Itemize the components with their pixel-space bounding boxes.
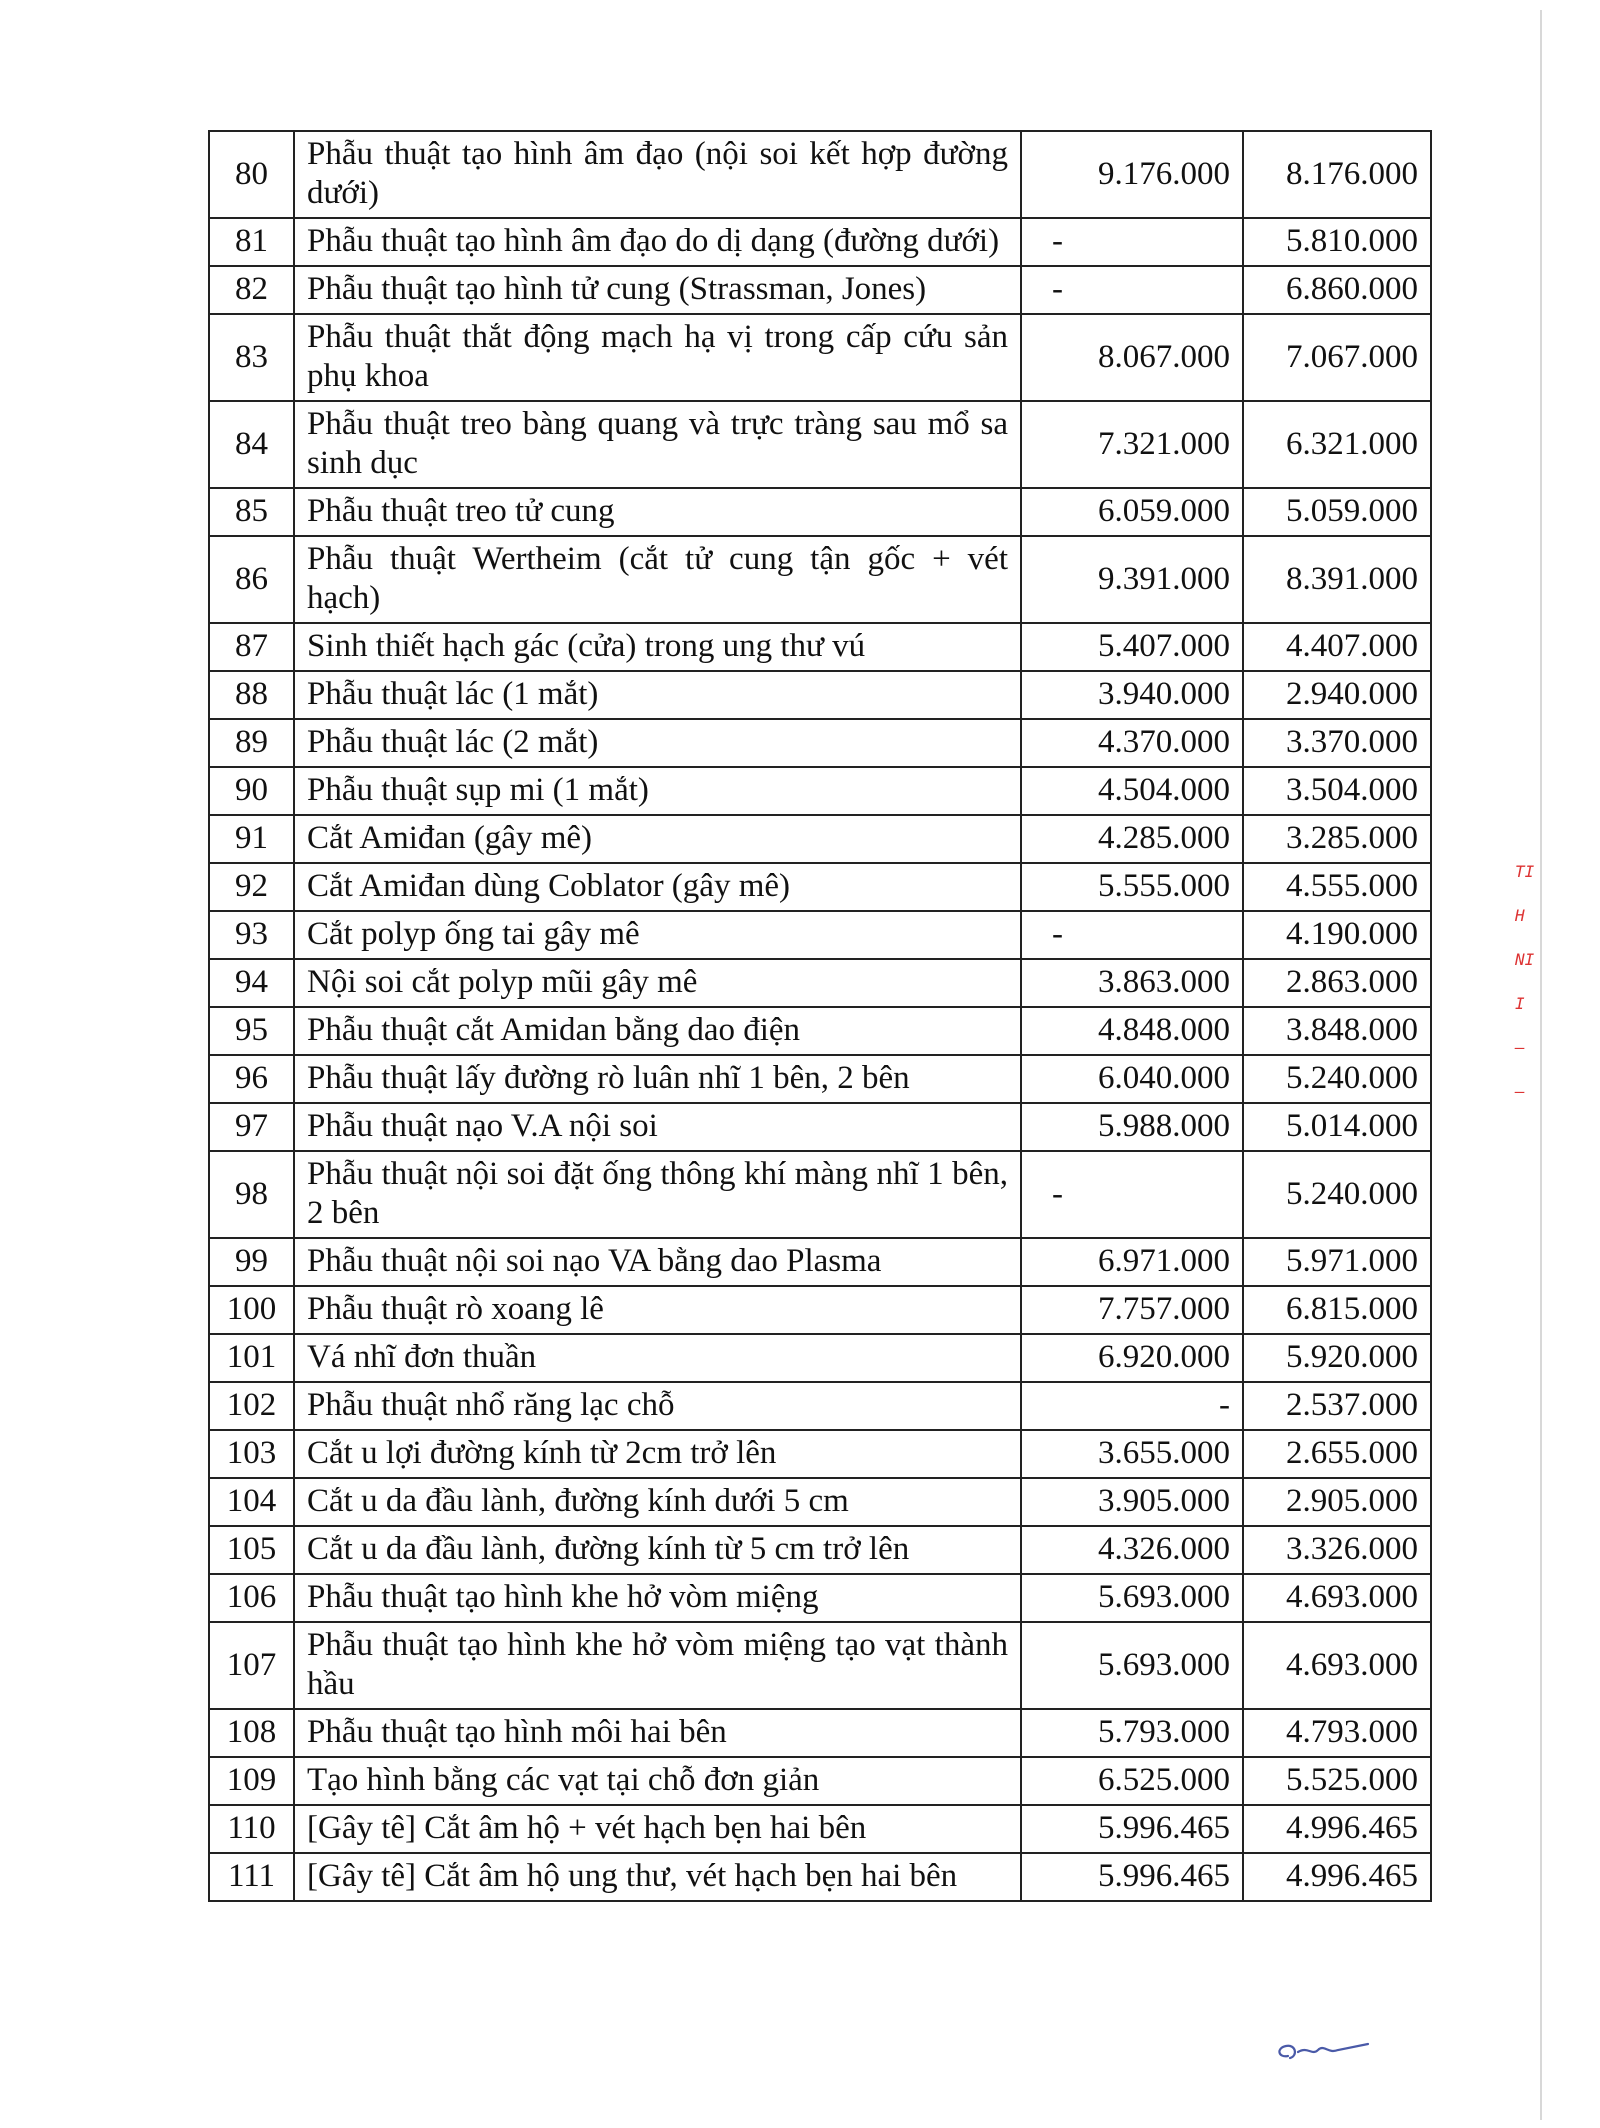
price-column-1: 4.848.000 bbox=[1021, 1007, 1243, 1055]
row-number: 95 bbox=[209, 1007, 294, 1055]
row-number: 89 bbox=[209, 719, 294, 767]
procedure-name: Phẫu thuật nạo V.A nội soi bbox=[294, 1103, 1021, 1151]
procedure-name: Cắt Amiđan (gây mê) bbox=[294, 815, 1021, 863]
procedure-name: [Gây tê] Cắt âm hộ ung thư, vét hạch bẹn hai bên bbox=[294, 1853, 1021, 1901]
procedure-name: Phẫu thuật nhổ răng lạc chỗ bbox=[294, 1382, 1021, 1430]
price-column-1: 3.863.000 bbox=[1021, 959, 1243, 1007]
row-number: 88 bbox=[209, 671, 294, 719]
table-row bbox=[209, 767, 1431, 815]
procedure-name: Phẫu thuật tạo hình khe hở vòm miệng bbox=[294, 1574, 1021, 1622]
table-row bbox=[209, 536, 1431, 623]
price-column-2: 2.655.000 bbox=[1243, 1430, 1431, 1478]
table-row bbox=[209, 815, 1431, 863]
price-column-2: 4.190.000 bbox=[1243, 911, 1431, 959]
price-column-2: 5.525.000 bbox=[1243, 1757, 1431, 1805]
procedure-name: Phẫu thuật treo bàng quang và trực tràng sau mổ sa sinh dục bbox=[294, 401, 1021, 488]
row-number: 101 bbox=[209, 1334, 294, 1382]
price-column-1: 3.655.000 bbox=[1021, 1430, 1243, 1478]
table-row bbox=[209, 1334, 1431, 1382]
table-row bbox=[209, 218, 1431, 266]
procedure-name: Phẫu thuật tạo hình tử cung (Strassman, Jones) bbox=[294, 266, 1021, 314]
price-column-2: 4.996.465 bbox=[1243, 1853, 1431, 1901]
price-column-1: 9.391.000 bbox=[1021, 536, 1243, 623]
price-column-2: 4.407.000 bbox=[1243, 623, 1431, 671]
table-row bbox=[209, 1526, 1431, 1574]
table-body bbox=[209, 131, 1431, 1901]
price-column-1: 5.793.000 bbox=[1021, 1709, 1243, 1757]
procedure-name: Sinh thiết hạch gác (cửa) trong ung thư vú bbox=[294, 623, 1021, 671]
price-column-1: 5.988.000 bbox=[1021, 1103, 1243, 1151]
procedure-name: Phẫu thuật sụp mi (1 mắt) bbox=[294, 767, 1021, 815]
table-row bbox=[209, 1478, 1431, 1526]
price-column-1: 5.407.000 bbox=[1021, 623, 1243, 671]
margin-stamp-marks bbox=[1515, 850, 1534, 1114]
price-column-2: 8.391.000 bbox=[1243, 536, 1431, 623]
price-column-2: 5.240.000 bbox=[1243, 1151, 1431, 1238]
procedure-name: Phẫu thuật nội soi đặt ống thông khí màng nhĩ 1 bên, 2 bên bbox=[294, 1151, 1021, 1238]
row-number: 86 bbox=[209, 536, 294, 623]
procedure-name: Phẫu thuật lác (1 mắt) bbox=[294, 671, 1021, 719]
row-number: 104 bbox=[209, 1478, 294, 1526]
row-number: 96 bbox=[209, 1055, 294, 1103]
procedure-name: Phẫu thuật thắt động mạch hạ vị trong cấp cứu sản phụ khoa bbox=[294, 314, 1021, 401]
procedure-name: Phẫu thuật tạo hình môi hai bên bbox=[294, 1709, 1021, 1757]
price-column-2: 2.863.000 bbox=[1243, 959, 1431, 1007]
price-column-2: 2.940.000 bbox=[1243, 671, 1431, 719]
row-number: 98 bbox=[209, 1151, 294, 1238]
table-row bbox=[209, 1709, 1431, 1757]
price-column-2: 6.321.000 bbox=[1243, 401, 1431, 488]
procedure-name: Cắt u lợi đường kính từ 2cm trở lên bbox=[294, 1430, 1021, 1478]
procedure-name: Phẫu thuật cắt Amidan bằng dao điện bbox=[294, 1007, 1021, 1055]
stamp-mark: H bbox=[1515, 906, 1525, 925]
procedure-name: [Gây tê] Cắt âm hộ + vét hạch bẹn hai bên bbox=[294, 1805, 1021, 1853]
price-column-2: 4.693.000 bbox=[1243, 1622, 1431, 1709]
table-row bbox=[209, 671, 1431, 719]
price-column-1: 9.176.000 bbox=[1021, 131, 1243, 218]
table-row bbox=[209, 911, 1431, 959]
price-column-1: 6.525.000 bbox=[1021, 1757, 1243, 1805]
row-number: 80 bbox=[209, 131, 294, 218]
row-number: 84 bbox=[209, 401, 294, 488]
table-row bbox=[209, 1853, 1431, 1901]
price-column-1: 8.067.000 bbox=[1021, 314, 1243, 401]
table-row bbox=[209, 623, 1431, 671]
price-column-1: 4.370.000 bbox=[1021, 719, 1243, 767]
procedure-name: Phẫu thuật tạo hình âm đạo do dị dạng (đường dưới) bbox=[294, 218, 1021, 266]
row-number: 100 bbox=[209, 1286, 294, 1334]
price-column-2: 8.176.000 bbox=[1243, 131, 1431, 218]
table-row bbox=[209, 1574, 1431, 1622]
row-number: 109 bbox=[209, 1757, 294, 1805]
row-number: 92 bbox=[209, 863, 294, 911]
procedure-name: Phẫu thuật lác (2 mắt) bbox=[294, 719, 1021, 767]
row-number: 106 bbox=[209, 1574, 294, 1622]
price-column-1: 4.285.000 bbox=[1021, 815, 1243, 863]
table-row bbox=[209, 1430, 1431, 1478]
procedure-name: Phẫu thuật tạo hình khe hở vòm miệng tạo vạt thành hầu bbox=[294, 1622, 1021, 1709]
price-column-2: 2.537.000 bbox=[1243, 1382, 1431, 1430]
price-column-2: 4.555.000 bbox=[1243, 863, 1431, 911]
table-row bbox=[209, 959, 1431, 1007]
table-row bbox=[209, 719, 1431, 767]
row-number: 107 bbox=[209, 1622, 294, 1709]
price-column-2: 7.067.000 bbox=[1243, 314, 1431, 401]
row-number: 97 bbox=[209, 1103, 294, 1151]
row-number: 85 bbox=[209, 488, 294, 536]
price-table bbox=[208, 130, 1432, 1902]
price-column-1: 3.905.000 bbox=[1021, 1478, 1243, 1526]
row-number: 81 bbox=[209, 218, 294, 266]
table-row bbox=[209, 1238, 1431, 1286]
price-column-2: 3.326.000 bbox=[1243, 1526, 1431, 1574]
row-number: 99 bbox=[209, 1238, 294, 1286]
price-column-1: 6.920.000 bbox=[1021, 1334, 1243, 1382]
price-column-1: - bbox=[1021, 1151, 1243, 1238]
row-number: 87 bbox=[209, 623, 294, 671]
table-row bbox=[209, 1055, 1431, 1103]
table-row bbox=[209, 1007, 1431, 1055]
stamp-mark: — bbox=[1515, 1038, 1525, 1057]
row-number: 82 bbox=[209, 266, 294, 314]
price-column-1: - bbox=[1021, 218, 1243, 266]
table-row bbox=[209, 314, 1431, 401]
price-column-1: 6.059.000 bbox=[1021, 488, 1243, 536]
row-number: 90 bbox=[209, 767, 294, 815]
price-column-1: 3.940.000 bbox=[1021, 671, 1243, 719]
price-column-1: 5.555.000 bbox=[1021, 863, 1243, 911]
row-number: 94 bbox=[209, 959, 294, 1007]
row-number: 91 bbox=[209, 815, 294, 863]
stamp-mark: I bbox=[1515, 994, 1525, 1013]
row-number: 83 bbox=[209, 314, 294, 401]
price-column-2: 5.971.000 bbox=[1243, 1238, 1431, 1286]
procedure-name: Cắt u da đầu lành, đường kính từ 5 cm trở lên bbox=[294, 1526, 1021, 1574]
row-number: 102 bbox=[209, 1382, 294, 1430]
price-column-2: 5.240.000 bbox=[1243, 1055, 1431, 1103]
page-edge bbox=[1540, 10, 1542, 2120]
table-row bbox=[209, 1805, 1431, 1853]
price-column-2: 4.693.000 bbox=[1243, 1574, 1431, 1622]
price-column-1: 5.996.465 bbox=[1021, 1853, 1243, 1901]
price-column-2: 3.370.000 bbox=[1243, 719, 1431, 767]
price-column-2: 3.848.000 bbox=[1243, 1007, 1431, 1055]
price-column-2: 5.810.000 bbox=[1243, 218, 1431, 266]
price-column-2: 2.905.000 bbox=[1243, 1478, 1431, 1526]
procedure-name: Phẫu thuật rò xoang lê bbox=[294, 1286, 1021, 1334]
stamp-mark: NI bbox=[1515, 950, 1535, 969]
price-column-1: - bbox=[1021, 266, 1243, 314]
procedure-name: Cắt u da đầu lành, đường kính dưới 5 cm bbox=[294, 1478, 1021, 1526]
procedure-name: Phẫu thuật treo tử cung bbox=[294, 488, 1021, 536]
price-column-1: 5.693.000 bbox=[1021, 1574, 1243, 1622]
procedure-name: Cắt polyp ống tai gây mê bbox=[294, 911, 1021, 959]
table-row bbox=[209, 401, 1431, 488]
price-column-1: 5.693.000 bbox=[1021, 1622, 1243, 1709]
price-column-1: 7.321.000 bbox=[1021, 401, 1243, 488]
procedure-name: Cắt Amiđan dùng Coblator (gây mê) bbox=[294, 863, 1021, 911]
table-row bbox=[209, 1382, 1431, 1430]
row-number: 111 bbox=[209, 1853, 294, 1901]
row-number: 105 bbox=[209, 1526, 294, 1574]
price-column-1: - bbox=[1021, 911, 1243, 959]
table-row bbox=[209, 1151, 1431, 1238]
price-column-1: 6.971.000 bbox=[1021, 1238, 1243, 1286]
price-column-2: 6.815.000 bbox=[1243, 1286, 1431, 1334]
price-column-2: 4.793.000 bbox=[1243, 1709, 1431, 1757]
price-column-2: 3.285.000 bbox=[1243, 815, 1431, 863]
initials-signature bbox=[1268, 2028, 1378, 2068]
procedure-name: Tạo hình bằng các vạt tại chỗ đơn giản bbox=[294, 1757, 1021, 1805]
procedure-name: Phẫu thuật nội soi nạo VA bằng dao Plasma bbox=[294, 1238, 1021, 1286]
table-row bbox=[209, 1286, 1431, 1334]
price-column-1: - bbox=[1021, 1382, 1243, 1430]
table-row bbox=[209, 1103, 1431, 1151]
price-column-1: 6.040.000 bbox=[1021, 1055, 1243, 1103]
price-column-2: 6.860.000 bbox=[1243, 266, 1431, 314]
table-row bbox=[209, 863, 1431, 911]
procedure-name: Phẫu thuật tạo hình âm đạo (nội soi kết hợp đường dưới) bbox=[294, 131, 1021, 218]
table-row bbox=[209, 1757, 1431, 1805]
row-number: 103 bbox=[209, 1430, 294, 1478]
procedure-name: Vá nhĩ đơn thuần bbox=[294, 1334, 1021, 1382]
price-column-1: 4.504.000 bbox=[1021, 767, 1243, 815]
row-number: 108 bbox=[209, 1709, 294, 1757]
price-column-2: 5.014.000 bbox=[1243, 1103, 1431, 1151]
price-column-1: 4.326.000 bbox=[1021, 1526, 1243, 1574]
stamp-mark: — bbox=[1515, 1082, 1525, 1101]
procedure-name: Nội soi cắt polyp mũi gây mê bbox=[294, 959, 1021, 1007]
table-row bbox=[209, 131, 1431, 218]
table-row bbox=[209, 266, 1431, 314]
stamp-mark: TI bbox=[1515, 862, 1535, 881]
price-column-2: 5.920.000 bbox=[1243, 1334, 1431, 1382]
price-column-1: 7.757.000 bbox=[1021, 1286, 1243, 1334]
row-number: 110 bbox=[209, 1805, 294, 1853]
row-number: 93 bbox=[209, 911, 294, 959]
price-column-1: 5.996.465 bbox=[1021, 1805, 1243, 1853]
price-column-2: 5.059.000 bbox=[1243, 488, 1431, 536]
table-row bbox=[209, 488, 1431, 536]
table-row bbox=[209, 1622, 1431, 1709]
price-column-2: 4.996.465 bbox=[1243, 1805, 1431, 1853]
procedure-name: Phẫu thuật Wertheim (cắt tử cung tận gốc + vét hạch) bbox=[294, 536, 1021, 623]
price-column-2: 3.504.000 bbox=[1243, 767, 1431, 815]
procedure-name: Phẫu thuật lấy đường rò luân nhĩ 1 bên, 2 bên bbox=[294, 1055, 1021, 1103]
